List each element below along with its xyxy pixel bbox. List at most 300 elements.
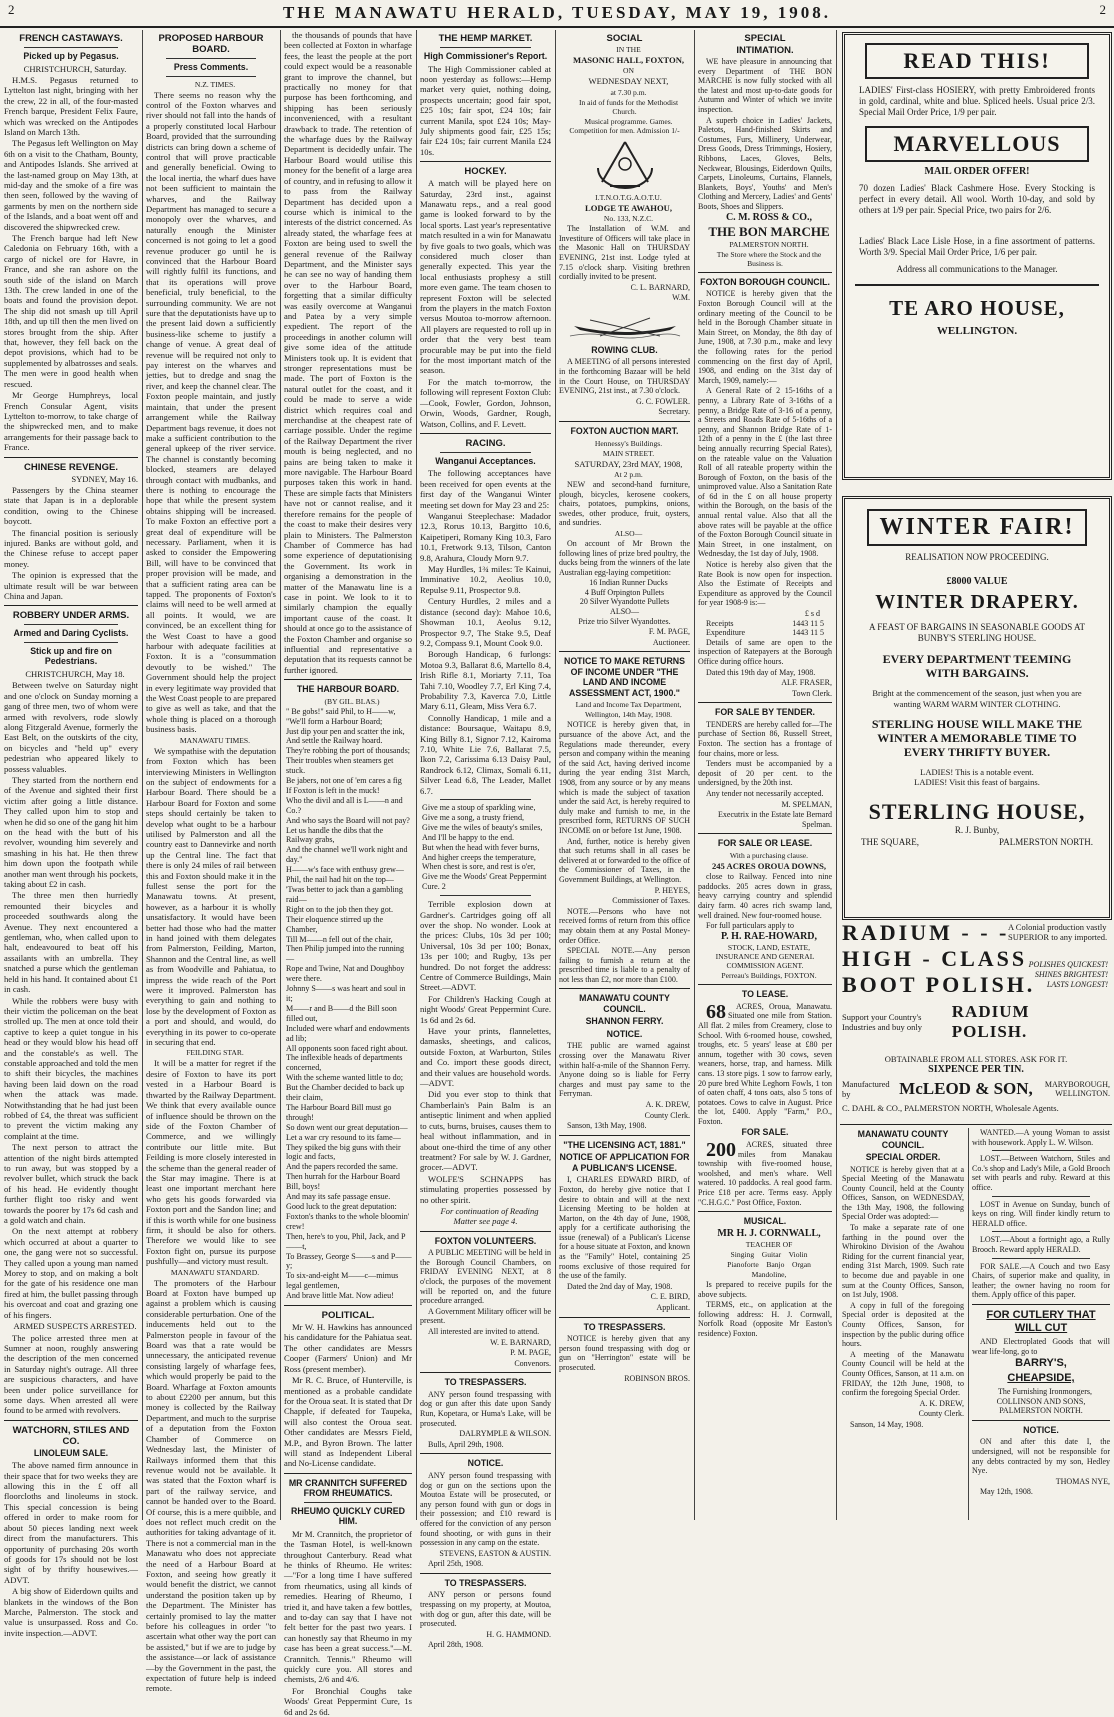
notice-paragraph: A MEETING of all persons interested in the forthcoming Bazaar will be held in the Court House, on THURSDAY EVENING, 21st inst., at 7.30 o'clock. (559, 357, 690, 396)
classifieds-column (972, 1128, 1110, 1520)
column-rule (836, 30, 837, 1520)
article-paragraph: Mr W. H. Hawkins has announced his candidature for the Pahiatua seat. The other candidates are Messrs Cooper (Farmers' Union) and Mr Ross (present member). (284, 1322, 412, 1374)
masthead (0, 0, 1114, 28)
notice-signature: C. L. BARNARD, (630, 282, 690, 292)
notice-paragraph: Tenders must be accompanied by a deposit of 20 per cent. to the undersigned, by the 20th inst. (698, 759, 832, 788)
source-label: N.Z. TIMES. (194, 79, 236, 89)
event-time: At 2 p.m. (614, 469, 643, 479)
event-time: at 7.30 p.m. (610, 87, 647, 97)
poem-line: And the papers recorded the same. (286, 1162, 398, 1172)
notice-date: Dated the 2nd day of May, 1908. (567, 1281, 673, 1291)
ross-name: C. M. ROSS & CO., (725, 211, 813, 223)
support-text: Support your Country's Industries and buy only (842, 1012, 923, 1032)
notice-paragraph: And, further, notice is hereby given that such returns shall in all cases be delivered at or forwarded to the office of the Commissioner of Taxes, in the Government Buildings, at Wellington. (559, 836, 690, 884)
radium-footer (842, 1054, 1110, 1113)
poem-line: Included were wharf and endowments ad lib; (286, 1023, 410, 1043)
page-number-right: 2 (1099, 2, 1106, 17)
poem-line: Their eloquence stirred up the Chamber, (286, 914, 384, 934)
notice-paragraph: SPECIAL NOTE.—Any person failing to furnish a return at the prescribed time is liable to a penalty of not less than £2, nor more than £100. (559, 946, 690, 984)
cutlery-headline: FOR CUTLERY THAT WILL CUT (986, 1308, 1096, 1334)
article-paragraph: A match will be played here on Saturday, 23rd inst., against Manawatu reps., and a real good game is looked forward to by the local sports. Last year's representative match resulted in a win for Manawatu by five goals to two goals, which was considered much closer than generally expected. This year the local enthusiasts prophesy a still more even game. The team chosen to represent Foxton will be selected from the players in the match Foxton versus Moutoa to-morrow afternoon. All players are requested to roll up in order that the very best team procurable may be put into the field for the most important match of the season. (420, 178, 551, 376)
notice-text: ON (623, 66, 634, 76)
poem-byline: (BY GIL. BLAS.) (324, 696, 380, 706)
article-paragraph: The financial position is seriously injured. Banks are without gold, and the Chinese refuse to accept paper money. (4, 527, 138, 569)
article-paragraph: The promoters of the Harbour Board at Foxton have bumped up against a problem which is causing considerable perturbation. One of the inducements held out to the Palmerston people in favour of the Board was that a rate would be unnecessary, the anticipated revenue consisting largely of wharfage fees, which would properly be paid to the Board. Wharfage at Foxton amounts to about £2200 per annum, but this money is collected by the Railway Department, and much to the surprise of a deputation from the Foxton Chamber of Commerce on Wednesday last, the Minister of Railways informed them that this revenue would not be available. It was stated that the Foxton wharf is part of the railway service, and cannot be handed over to the Board. Of course, this is a mere quibble, and does not reflect much credit on the authorities for taking advantage of it. There is not a commercial man in the Manawatu who does not appreciate the need of a Harbour Board at Foxton, and seeing how greatly it would benefit the district, we cannot understand the position taken up by the Department. The Minister has certainly promised to lay the matter before his colleagues in order "to ascertain what other way the port can be assisted," but if we are to judge by the assistance—or lack of assistance—by the Government in the past, the expectation of future help is indeed remote. (146, 1277, 276, 1694)
ladies-text: LADIES! This is a notable event. (920, 767, 1034, 777)
headline-for-sale: FOR SALE. (741, 1127, 789, 1138)
notice-signature: H. G. HAMMOND. (486, 1629, 551, 1639)
notice-paragraph: Is prepared to receive pupils for the above subjects. (698, 1280, 832, 1299)
headline-hemp-market: THE HEMP MARKET. (438, 33, 533, 44)
headline-special: SPECIAL (744, 33, 786, 44)
notice-paragraph: For full particulars apply to (706, 921, 794, 931)
receipts-row (698, 619, 832, 629)
lodge-name: LODGE TE AWAHOU, (585, 202, 672, 213)
poem-line: But the Chamber decided to back up their claim, (286, 1083, 405, 1103)
advert-paragraph: Terrible explosion down at Gardner's. Cartridges going off all over the shop. No wonder. Look at the prices: Clubs, 10s 3d per 100; Universal, 10s 3d per 100; Bonax, 13s per 100; and Rugby, 13s per hundred. Do not forget the address: Centre of Commerce Buildings, Main Street.—ADVT. (420, 899, 551, 993)
poem-line: The inflexible heads of departments concerned, (286, 1053, 403, 1073)
notice-paragraph: A copy in full of the foregoing Special order is deposited at the County Offices, Sanson, for inspection by the public during office hours. (842, 1300, 964, 1349)
subhead-pedestrians: Stick up and fire on Pedestrians. (30, 645, 112, 667)
notice-paragraph: All interested are invited to attend. (428, 1327, 540, 1336)
headline-county-council: MANAWATU COUNTY COUNCIL. (579, 993, 670, 1014)
poem-line: Then hurrah for the Harbour Board Bill, boys! (286, 1172, 400, 1192)
poem-line: Give me the wiles of beauty's smiles, (422, 822, 543, 832)
notice-paragraph: TENDERS are hereby called for—The purchase of Section 86, Russell Street, Foxton. The section has a frontage of four chains, more or less. (698, 719, 832, 758)
notice-signature: P. M. PAGE, (510, 1348, 551, 1358)
notice-text: In aid of funds for the Methodist Church. (578, 97, 679, 116)
article-paragraph: Wanganui Steeplechase: Madador 12.3, Rorus 10.13, Bargitto 10.6, Kaipetiperi, Romany King 10.3, Faro 10.1, Fretwork 9.13, Tilson, Canton 9.8, Arahura, Cloudy Morn 9.7. (420, 511, 551, 563)
article-paragraph: H.M.S. Pegasus returned to Lyttelton last night, bringing with her the crew, 22 in all, of the four-masted French barque, President Felix Faure, which was wrecked on the Antipodes Island on March 13th. (4, 74, 138, 137)
notice-role: Commissioner of Taxes. (612, 896, 690, 906)
square-text: THE SQUARE, (861, 837, 919, 847)
subhead-commissioner: High Commissioner's Report. (423, 51, 548, 61)
notice-paragraph: A meeting of the Manawatu County Council will be held at the County Offices, Sanson, at 11 a.m. on FRIDAY, the 12th June, 1908, to confirm the foregoing Special Order. (842, 1349, 964, 1398)
poem-line: M——r and B——d the Bill soon filled out, (286, 1003, 397, 1023)
poem-line: Give me a song, a trusty friend, (422, 812, 525, 822)
headline-trespassers-2: TO TRESPASSERS. (444, 1577, 527, 1588)
notice-paragraph: On account of Mr Brown the following lines of prize bred poultry, the ducks being from the winners of the late Australian egg-laying competition: (559, 538, 690, 577)
headline-notice: NOTICE. (467, 1458, 504, 1469)
headline-robbery: ROBBERY UNDER ARMS. (12, 610, 130, 622)
article-paragraph: the thousands of pounds that have been collected at Foxton in wharfage fees, the least the people at the port could expect would be a reasonable grant to improve the channel, but practically no money for that purpose has been forthcoming, and shipping has been seriously inconvenienced, with a resultant drawback to trade. The retention of the wharfage dues by the Railway Department is decidedly unfair. The Harbour Board would utilise this money for the benefit of a large area of country, and in refusing to allow it to pass from the Railway Department has decided upon a course which is inimical to the interests of the district concerned. As already stated, the wharfage fees at Foxton are being used to swell the general revenue of the Railway Department, and the Minister says he can see no way of handing them over to the Harbour Board, forgetting that a similar difficulty was easily overcome at Wanganui and Patea by a very simple expedient. The report of the proceedings in another column will give some idea of the attitude Ministers took up. It is evident that stronger representations must be made. The port of Foxton is the natural outlet for the coast, and it could be made to serve a wide district which requires coal and merchandise at the cheapest rate of carriage possible. Under the regime of the Railway Department the river mouth is being neglected, and no pains are being taken to make it more navigable. The Harbour Board purposes taken this work in hand. These are simple facts that Ministers have not or cannot realise, and it therefore remains for the people of the coast to make their desires very plain to Ministers. The Palmerston Chamber of Commerce has had some experience of deputationising the Government. Its work in organising a demonstration in the matter of the Manawatu line is a case in point. We look to it to similarly champion the equally important cause of the coast. It should at once go to the assistance of the Foxton Chamber and organise so influential and representative a deputation that its requests cannot be further ignored. (284, 30, 412, 675)
source-label: FEILDING STAR. (186, 1048, 244, 1058)
article-paragraph: Connolly Handicap, 1 mile and a distance: Boursaque, Waitapu 8.9, King Billy 8.1, Signor 7.12, Kairoma 7.10, White Lie 7.6, Ballarat 7.5, Ikon 7.2, Carissima 6.13 Daisy Paul, Randrock 6.12, Climax, Somali 6.11, Silver Lead 6.8, The Leader, Mallet 6.7. (420, 712, 551, 796)
cheapside-name: CHEAPSIDE, (1007, 1372, 1075, 1385)
sale-acres-figure: 200 (706, 1138, 736, 1161)
article-paragraph: There seems no reason why the control of the Foxton wharves and river should not fall into the hands of a properly constituted local Harbour Board, provided that the surrounding districts can bring down a scheme of control that will prove practicable and generally beneficial. Owing to the local inertia, the wharf dues have not been sufficient to maintain the wharves, and the Railway Department has managed to secure a monopoly over the wharves, and naturally enough the Minister concerned is not going to let a good revenue producer go until he is convinced that the Harbour Board will rightly fulfil its functions, and that its operations will prove beneficial, truly beneficial, to the surrounding community. We are not sure that the deputationists have up to the present laid down a sufficiently business-like scheme to justify a change of venue. A great deal of revenue will be required not only to pay interest on the wharves and jetties, but to dredge and snag the river, and keep the channel clear. The Foxton people maintain, and justly maintain, that under the present arrangement while the Railway Department bags revenue, it does not make a sufficient contribution to the general upkeep of the river service. The channel is constantly becoming blocked, steamers are delayed through contact with mudbanks, and there is nothing to encourage the hope that while the present system obtains shipping will be increased. To make Foxton an effective port a great deal of expenditure will be necessary. Parliament, when it is asked to consider the Empowering Bill, will have to be convinced that proper provision will be made, and that a sufficient rating area can be tapped. The proponents of Foxton's claims will need to be well armed at all points. It would, we are convinced, be an excellent thing for the West Coast to have a good harbour with adequate facilities at Foxton. It is a "consummation devoutly to be wished." The Government should help the project in every legitimate way provided that the West Coast people to are prepared to give as well as take, and that the whole thing is placed on a thorough business basis. (146, 89, 276, 735)
notice-role: County Clerk. (918, 1409, 964, 1419)
classified-lost-3: LOST.—About a fortnight ago, a Rully Brooch. Reward apply HERALD. (972, 1235, 1110, 1254)
column-rule (694, 30, 695, 1520)
poem-line: " Be gobs!" said Phil, to H——w, (286, 706, 396, 716)
article-paragraph: The police arrested three men at Sumner at noon, roughly answering the description of the men concerned in Saturday night's outrage. All three are suspicious characters, and have been under police surveillance for some days. When arrested all were found to be armed with revolvers. (4, 1332, 138, 1416)
ladies-text-2: LADIES! Visit this feast of bargains. (914, 777, 1040, 787)
notice-text: With a purchasing clause. (729, 850, 809, 860)
subhead-shannon-ferry: SHANNON FERRY. (585, 1016, 664, 1027)
obtainable-text: OBTAINABLE FROM ALL STORES. ASK FOR IT. (884, 1054, 1068, 1064)
bon-marche-name: THE BON MARCHE (708, 223, 830, 239)
column-rule (416, 30, 417, 1520)
notice-text: ALSO— (614, 528, 643, 538)
source-label: MANAWATU TIMES. (179, 735, 251, 745)
notice-role: Convenors. (514, 1358, 551, 1368)
notice-text: Hennessy's Buildings. (594, 438, 663, 448)
rowing-boat-icon (570, 306, 680, 342)
article-paragraph: The three men then hurriedly remounted their bicycles and proceeded southwards along the Avenue. They next encountered a gentleman, who, when called upon to halt, endeavoured to beat off his assailants with an umbrella. They snatched a purse which the gentleman held in his hand. It contained about £1 in cash. (4, 890, 138, 995)
colonial-text: A Colonial production vastly SUPERIOR to any imported. (1008, 922, 1108, 942)
poem-line: With the scheme wanted little to do; (286, 1073, 404, 1083)
notice-paragraph: NOTICE is hereby given that, in pursuance of the above Act, and the Regulations made thereunder, every person and company within the meaning of the said Act, having derived income during the year ending 31st March, 1908, from any source or by any means which is made the subject of taxation under the said Act, is hereby required to duly make and furnish to me, in the prescribed form, RETURNS OF SUCH INCOME on or before 1st June, 1908. (559, 720, 690, 835)
notice-paragraph: NOTE.—Persons who have not received forms of return from this office may obtain them at any Postal Money-order Office. (559, 906, 690, 945)
poem-line: And who says the Board will not pay? (286, 815, 410, 825)
poem-line: All opponents soon faced right about. (286, 1043, 408, 1053)
headline-social: SOCIAL (606, 33, 643, 44)
advert-paragraph: The above named firm announce in their space that for two weeks they are allowing this in the £ off all floorcloths and linoleums in stock. This special concession is being offered in order to make room for about 50 pieces landing next week direct from the manufacturers. This opportunity of purchasing 20s worth of goods for 17s should not be lost sight of by thrifty housewives.—ADVT. (4, 1460, 138, 1585)
poem-line: When chest is sore, and rest is o'er, (422, 862, 536, 872)
column-rule (968, 1128, 969, 1520)
notice-signature: C. E. BIRD, (650, 1292, 690, 1302)
subhead-press-comments: Press Comments. (173, 62, 249, 72)
notice-signature: F. M. PAGE, (648, 627, 690, 637)
subhead-pegasus: Picked up by Pegasus. (23, 51, 119, 61)
newspaper-title: THE MANAWATU HERALD, TUESDAY, MAY 19, 1908. (282, 3, 832, 22)
poem-peppermint (420, 803, 551, 892)
dahl-text: C. DAHL & CO., PALMERSTON NORTH, Wholesale Agents. (842, 1103, 1059, 1113)
classified-lost-2: LOST in Avenue on Sunday, bunch of keys on ring. Will finder kindly return to HERALD office. (972, 1199, 1110, 1228)
poem-line: The Harbour Board Bill must go through! (286, 1102, 392, 1122)
expenditure-value: 1443 11 5 (792, 628, 824, 638)
notice-text: IN THE (616, 45, 641, 54)
advert-paragraph: WE have pleasure in announcing that every Department of THE BON MARCHE is now fully stocked with all the latest and most up-to-date goods for Autumn and Winter of which we invite inspection. (698, 57, 832, 114)
poem-line: Give me a stoup of sparkling wine, (422, 803, 536, 812)
bunby-name: R. J. Bunby, (954, 825, 1000, 835)
high-class-title: HIGH - CLASS (842, 946, 1028, 971)
te-aro-house: TE ARO HOUSE, (889, 296, 1065, 320)
article-paragraph: While the robbers were busy with their victim the policeman on the beat strolled up. The men at once told their captive to keep a quiet tongue in his head or they would blow his head off and the constable's as well. The constable approached and told the men to shift their bicycles, the machines having been laid down on the road when the attack was made. Notwithstanding that he had just been robbed of £4, the threat was sufficient to prevent the victim making any complaint at the time. (4, 995, 138, 1141)
dateline: CHRISTCHURCH, Saturday. (23, 63, 127, 74)
classified-wanted: WANTED.—A young Woman to assist with housework. Apply L. W. Wilson. (972, 1128, 1110, 1147)
poem-line: So down went our great deputation— (286, 1122, 408, 1132)
notice-signature: M. SPELMAN, (781, 799, 832, 809)
sixpence-text: SIXPENCE PER TIN. (928, 1064, 1024, 1075)
section-label: ARMED SUSPECTS ARRESTED. (13, 1321, 137, 1332)
lsd-header: £ s d (804, 609, 820, 618)
subhead-rheumo: RHEUMO QUICKLY CURED HIM. (291, 1505, 405, 1527)
address-manager: Address all communications to the Manager. (896, 264, 1058, 274)
notice-role: Executrix in the Estate late Bernard Spelman. (718, 810, 832, 829)
advert-paragraph: Did you ever stop to think that Chamberlain's Pain Balm is an antiseptic liniment and when applied to cuts, burns, bruises, causes them to heal without inflammation, and in about one-third the time of any other treatment? For sale by W. J. Gardner, grocer.—ADVT. (420, 1089, 551, 1173)
notice-paragraph: TERMS, etc., on application at the following address: H. J. Cornwall, Norfolk Road (opposite Mr Easton's residence) Foxton. (698, 1300, 832, 1338)
headline-chinese-revenge: CHINESE REVENGE. (24, 461, 118, 473)
advert-paragraph: WOLFE'S SCHNAPPS has stimulating properties possessed by no other spirit. (420, 1173, 551, 1205)
expenditure-label: Expenditure (706, 628, 746, 638)
radium-polish-name: RADIUM POLISH. (951, 1002, 1030, 1041)
poem-line: And higher creeps the temperature, (422, 852, 536, 862)
bright-text: Bright at the commencement of the season, just when you are wanting WARM WARM WINTER CLOTHING. (872, 688, 1082, 709)
article-paragraph: The French barque had left New Caledonia on February 16th, with a cargo of nickel ore for Havre, in France, and she ran ashore on the south side of the island on March 13th. The crew landed in one of the boats and found the provision depot. The ship did not smash up till April 18th, and up till then the men lived on stores brought from the ship. After that, however, they fell back on the depot provisions, which had to be supplemented by albatrosses and seals. The men were in good health when rescued. (4, 233, 138, 389)
lodge-abbreviation: I.T.N.O.T.G.A.O.T.U. (595, 192, 662, 202)
headline-hockey: HOCKEY. (464, 166, 507, 178)
advert-paragraph: Have your prints, flannelettes, damasks, sheetings, and calicos, outside Foxton, at Warburton, Stiles and Co. import these goods direct, and their values are household words.—ADVT. (420, 1026, 551, 1089)
agent-role: STOCK, LAND, ESTATE, INSURANCE AND GENERAL COMMISSION AGENT. (715, 943, 815, 971)
headline-harbour-board: PROPOSED HARBOUR BOARD. (158, 33, 264, 55)
article-paragraph: The opinion is expressed that the ultimate result will be war between China and Japan. (4, 570, 138, 601)
column-6 (698, 30, 832, 1520)
source-label: MANAWATU STANDARD. (170, 1267, 260, 1277)
teacher-name: MR H. J. CORNWALL, (717, 1227, 821, 1239)
notice-paragraph: NEW and second-hand furniture, plough, bicycles, kerosene cookers, chairs, potatoes, pumpkins, onions, swedes, other produce, fruit, oysters, and sundries. (559, 479, 690, 528)
winter-fair-banner: WINTER FAIR! (867, 509, 1087, 546)
poem-line: And settle the Railway hoard. (286, 736, 383, 746)
county-special-order (842, 1128, 964, 1520)
poem-line: And brave little Mat. Now adieu! (286, 1291, 394, 1301)
poem-line: Right on to the job then they got. (286, 904, 394, 914)
feast-text: A FEAST OF BARGAINS IN SEASONABLE GOODS AT BUNBY'S STERLING HOUSE. (868, 622, 1086, 643)
headline-tender: FOR SALE BY TENDER. (714, 707, 816, 718)
notice-list: 16 Indian Runner Ducks 4 Buff Orpington Pullets 20 Silver Wyandotte Pullets ALSO— Prize trio Silver Wyandottes. (578, 578, 671, 626)
notice-signature: ALF. FRASER, (781, 678, 832, 688)
article-paragraph: Borough Handicap, 6 furlongs: Motoa 9.3, Ballarat 8.6, Martello 8.4, Irish Rifle 8.1, Moriarty 7.11, Toa Tahi 7.10, Woodley 7.7, Erl King 7.4, Probability 7.3, Kaverca 7.0, Little Mary 6.11, Gleam, Miss Vera 6.7. (420, 649, 551, 712)
continuation-note: For continuation of Reading Matter see page 4. (440, 1205, 539, 1227)
article-paragraph: The Pegasus left Wellington on May 6th on a visit to the Chatham, Bounty, and Antipodes Islands. She arrived at the last-named group on May 13th, at mid-day and the smoke of a fire was then seen, followed by the waving of garments by men on the northern side of the Islands, and a boat went off and discovered the shipwrecked crew. (4, 138, 138, 232)
headline-rowing-club: ROWING CLUB. (591, 344, 658, 355)
classified-for-sale: FOR SALE.—A Couch and two Easy Chairs, of superior make and quality, in leather; the owner having no room for them. Apply office of this paper. (972, 1261, 1110, 1300)
sterling-house-name: STERLING HOUSE, (868, 799, 1086, 824)
notice-role: Auctioneer. (652, 637, 690, 647)
poem-line: Who the divil and all is L——n and Co.? (286, 795, 403, 815)
headline-auction-mart: FOXTON AUCTION MART. (570, 426, 679, 437)
notice-role: Town Clerk. (792, 688, 832, 698)
notice-signature: W. E. BARNARD, (490, 1337, 551, 1347)
notice-signature: STEVENS, EASTON & AUSTIN. (439, 1548, 551, 1558)
notice-text: Wellington, 14th May, 1908. (584, 710, 673, 720)
poem-line: Good luck to the great deputation: (286, 1202, 397, 1211)
headline-french-castaways: FRENCH CASTAWAYS. (19, 33, 123, 44)
notice-signature: A. K. DREW, (919, 1398, 964, 1408)
instrument-list: Pianoforte Banjo Organ (727, 1260, 811, 1270)
notice-signature: THOMAS NYE, (1055, 1476, 1110, 1486)
subhead-cyclists: Armed and Daring Cyclists. (13, 628, 129, 639)
notice-date: Dated this 19th day of May, 1908. (706, 667, 816, 677)
poem-line: To Brassey, George S——s and P——y; (286, 1251, 412, 1271)
manufactured-text: Manufactured by (842, 1079, 890, 1099)
article-paragraph: Passengers by the China steamer state that Japan is in a deplorable condition, owing to the Chinese boycott. (4, 484, 138, 527)
headline-foxton-borough: FOXTON BOROUGH COUNCIL. (700, 276, 830, 287)
te-aro-advert (842, 32, 1112, 480)
notice-paragraph: ANY person found trespassing with dog or gun after this date upon Sandy Run, Kopetara, or Huma's Lake, will be prosecuted. (420, 1389, 551, 1428)
article-paragraph: Century Hurdles, 2 miles and a distance (second day): Mahoe 10.6, Showman 10.1, Aeolus 9.12, Prospector 9.7, The Stake 9.5, Deaf 9.2, Compass 9.1, Mount Cook 9.0. (420, 596, 551, 648)
notice-paragraph: Notice is hereby also given that the Rate Book is now open for inspection. Also the Estimate of Receipts and Expenditure as approved by the Council for year 1908-9 is:— (698, 560, 832, 608)
headline-trespassers-3: TO TRESPASSERS. (583, 1321, 666, 1332)
poem-line: Phil, the nail had hit on the top— (286, 875, 394, 885)
column-3 (284, 30, 412, 1717)
poem-line: They spiked the big guns with their logic and facts, (286, 1142, 401, 1162)
notice-paragraph: NOTICE is hereby given that the Foxton Borough Council will at the ordinary meeting of the Council to be held in the Borough Chamber situate in Main Street, on Monday, the 8th day of June, 1908, at 7.30 p.m., make and levy the following rates for the period commencing on the first day of April, 1908, and ending on the 31st day of March, 1909, namely:— (698, 289, 832, 385)
polishes-text: POLISHES QUICKEST! SHINES BRIGHTEST! LASTS LONGEST! (1028, 960, 1108, 989)
subhead-notice: NOTICE. (606, 1028, 643, 1039)
cutlery-text: AND Electroplated Goods that will wear life-long, go to (972, 1336, 1110, 1356)
article-paragraph: The next person to attract the attention of the night birds attempted to run away, but was stopped by a revolver bullet, which struck the back of his head. He evidently thought further flight too risky and went towards the poorer by 17s 6d cash and a gold watch and chain. (4, 1142, 138, 1226)
radium-advert (842, 920, 1110, 1050)
notice-signature: DALRYMPLE & WILSON. (459, 1429, 551, 1439)
poem-line: They're robbing the port of thousands; (286, 746, 410, 756)
headline-racing: RACING. (465, 437, 506, 449)
headline-licensing: "THE LICENSING ACT, 1881." (563, 1139, 686, 1150)
notice-role: County Clerk. (644, 1110, 690, 1120)
column-rule (280, 30, 281, 1520)
article-paragraph: May Hurdles, 1¾ miles: Te Kainui, Imminative 10.2, Aeolius 10.0, Repulse 9.11, Prospector 9.8. (420, 564, 551, 595)
radium-title: RADIUM - - - (842, 920, 1010, 945)
notice-role: Secretary. (658, 407, 690, 417)
notice-paragraph: ON and after this date I, the undersigned, will not be responsible for any debts contracted by my son, Hedley Nye. (972, 1437, 1110, 1476)
notice-paragraph: I, CHARLES EDWARD BIRD, of Foxton, do hereby give notice that I desire to obtain and will at the next Licensing Meeting to be holden at Marton, on the 4th day of June, 1908, apply for a certificate authorising the issue (renewal) of a Publican's License for a house situate at Foxton, and known as the "Family" Hotel, containing 25 rooms exclusive of those required for the use of the family. (559, 1175, 690, 1281)
notice-text: Land and Income Tax Department, (575, 700, 682, 710)
lisle-offer: Ladies' Black Lace Lisle Hose, in a fine assortment of patterns. Worth 3/9. Special Mail Order Price, 1/6 per pair. (859, 236, 1095, 257)
notice-date: Sanson, 14 May, 1908. (850, 1419, 924, 1429)
te-aro-place: WELLINGTON. (936, 325, 1018, 337)
poem-line: Johnny S——s was heart and soul in it; (286, 984, 406, 1003)
headline-income-tax: NOTICE TO MAKE RETURNS OF INCOME UNDER "THE LAND AND INCOME ASSESSMENT ACT, 1900." (563, 656, 686, 698)
notice-date: April 25th, 1908. (428, 1559, 484, 1569)
headline-to-lease: TO LEASE. (741, 989, 789, 1000)
poem-line: And may its safe passage ensue. (286, 1192, 391, 1202)
sterling-address (861, 837, 1093, 847)
headline-nye-notice: NOTICE. (1023, 1424, 1059, 1435)
ironmongers-text: The Furnishing Ironmongers, COLLINSON AND SONS, PALMERSTON NORTH. (996, 1387, 1092, 1416)
notice-paragraph: A General Rate of 2 15-16ths of a penny, a Library Rate of 3-16ths of a penny, a Bridge Rate of 3-16 of a penny, a Streets and Roads Rate of 5-16ths of a penny, and Shannon Bridge Rate of 1-12th of a penny in the £ (the last three being annually recurring Special Rates), on the rateable value on the Valuation Roll of all rateable property within the Borough of Foxton, on the basis of the unimproved value. Also a Sanitation Rate of 6d in the £ on all house property within the Borough, on the basis of the annual rental value. Also that all the above rates will be payable at the office of the Foxton Borough Council situate in Main Street, in one instalment, on Wednesday, the 1st day of July, 1908. (698, 386, 832, 559)
read-this-banner: READ THIS! (865, 43, 1089, 79)
subhead-linoleum: LINOLEUM SALE. (33, 1447, 109, 1458)
notice-paragraph: ACRES, situated three miles from Manakau township with five-roomed house, woolshed, and men's whare. Well watered. 10 paddocks. A real good farm. Price £18 per acre. Terms easy. Apply "C.H.G.C." Post Office, Foxton. (698, 1139, 832, 1207)
notice-paragraph: Any tender not necessarily accepted. (706, 789, 824, 798)
notice-date: May 12th, 1908. (980, 1487, 1033, 1497)
mail-order-offer: MAIL ORDER OFFER! (924, 166, 1030, 177)
venue: MASONIC HALL, FOXTON, (572, 55, 685, 65)
notice-text: Musical programme. Games. Competition for men. Admission 1/- (569, 116, 680, 135)
classified-lost-1: LOST.—Between Watchorn, Stiles and Co.'s shop and Lady's Mile, a Gold Brooch set with pearls and ruby. Reward at this office. (972, 1154, 1110, 1192)
headline-watchorn: WATCHORN, STILES AND CO. (12, 1424, 130, 1447)
notice-paragraph: THE public are warned against crossing over the Manawatu River within half-a-mile of the Shannon Ferry. Anyone doing so is liable for Ferry charges and must pay same to the Ferryman. (559, 1041, 690, 1099)
article-paragraph: The following acceptances have been received for open events at the first day of the Wanganui Winter meeting set down for May 23 and 25: (420, 468, 551, 510)
poem-line: Let a war cry resound to its fame— (286, 1132, 401, 1142)
poem-line: If Foxton is left in the muck! (286, 785, 380, 795)
sterling-will-text: STERLING HOUSE WILL MAKE THE WINTER A MEMORABLE TIME TO EVERY THRIFTY BUYER. (871, 717, 1083, 759)
palmerston-text: PALMERSTON NORTH. (999, 837, 1093, 847)
article-paragraph: They started from the northern end of the Avenue and sighted their first victim after going a little distance. They called upon him to stop and when he did so one of the gang hit him on the head with the butt of his revolver, wounding him severely and smashing in his hat. He then threw him down upon the footpath while another man went through his pockets, taking about £2 in cash. (4, 774, 138, 890)
notice-paragraph: A Government Military officer will be present. (420, 1306, 551, 1326)
notice-paragraph: ACRES, Oroua, Manawatu. Situated one mile from Station. All flat. 2 miles from Creamery, close to School. With 6-roomed house, cowshed, troughs, etc. 5 years' lease at £80 per annum, together with 30 cows, seven weaners, horse, trap, and harness. Milk cans. 13 store pigs. 1 sow to farrow early, 20 pure bred White Leghorn Fowls, 1 ton of oaten chaff, 4 tons oats, also 5 tons of potatoes. Cows to calve in August. Price the lot, £400. Apply "Farm," P.O., Foxton. (698, 1001, 832, 1126)
winter-drapery: WINTER DRAPERY. (875, 591, 1079, 613)
mcleod-name: McLEOD & SON, (899, 1079, 1033, 1098)
dateline: SYDNEY, May 16. (71, 473, 138, 484)
dateline: CHRISTCHURCH, May 18. (25, 668, 125, 679)
poem-line: Then Philip jumped into the running— (286, 944, 405, 964)
column-rule (555, 30, 556, 1520)
every-dept-text: EVERY DEPARTMENT TEEMING WITH BARGAINS. (882, 652, 1072, 680)
headline-manawatu-council: MANAWATU COUNTY COUNCIL. (857, 1129, 949, 1150)
bon-marche-tagline: The Store where the Stock and the Business is. (716, 249, 822, 268)
notice-signature: ROBINSON BROS. (624, 1373, 690, 1383)
notice-paragraph: To make a separate rate of one farthing in the pound over the Whirokino Division of the Awahou Riding for the current financial year, ending 31st March, 1909. Such rate to become due and payable in one sum at the County Offices, Sanson, on 1st July, 1908. (842, 1223, 964, 1300)
notice-date: April 28th, 1908. (428, 1640, 484, 1650)
poem-title: THE HARBOUR BOARD. (296, 684, 400, 695)
poem-line: And I'll be happy to the end. (422, 832, 515, 842)
subhead-licensing: NOTICE OF APPLICATION FOR A PUBLICAN'S LICENSE. (559, 1152, 690, 1173)
headline-musical: MUSICAL. (743, 1216, 787, 1227)
advert-paragraph: Mr M. Crannitch, the proprietor of the Tasman Hotel, is well-known throughout Canterbury. Read what he thinks of Rheumo. He writes:—"For a long time I have suffered from rheumatics, using all kinds of remedies. Hearing of Rheumo, I tried it, and have taken a few bottles, and to-day can say that I have not felt better for the past two years. I can honestly say that Rheumo in my case has been a great success."—M. Crannitch. Tennis." Rheumo will quickly cure you. All stores and chemists, 2/6 and 4/6. (284, 1528, 412, 1685)
headline-intimation: INTIMATION. (736, 45, 794, 56)
poem-line: Till M——n fell out of the chair, (286, 934, 393, 944)
article-paragraph: Mr R. C. Bruce, of Hunterville, is mentioned as a probable candidate for the Oroua seat. It is stated that Dr Chapple, if defeated for Taupeka, will also contest the Oroua seat. Other candidates are Messrs Field, M.P., and Byron Brown. The latter will stand as Independent Liberal and No-License candidate. (284, 1375, 412, 1469)
article-paragraph: Between twelve on Saturday night and one o'clock on Sunday morning a gang of three men, two of whom were armed with revolvers, rode slowly along Fitzgerald Avenue, formerly the East Belt, on the outskirts of the city, on bicycles and "held up" every pedestrian who appeared likely to possess valuables. (4, 680, 138, 774)
poem-line: Rope and Twine, Nat and Doughboy were there. (286, 964, 405, 984)
cashmere-offer: 70 dozen Ladies' Black Cashmere Hose. Every Stocking is perfect in every detail. All wool. Worth 10-day, and sold by others at 1/9 per pair. Special Price, two pairs for 2/6. (859, 183, 1095, 215)
notice-signature: P. HEYES, (654, 885, 690, 895)
poem-line: To six-and-eight M——c—mimus legal gentlemen, (286, 1271, 399, 1291)
teacher-role: TEACHER OF (745, 1240, 793, 1250)
boot-polish-title: BOOT POLISH. (842, 972, 1036, 997)
column-5 (559, 30, 690, 1520)
marvellous-banner: MARVELLOUS (865, 126, 1089, 162)
lodge-number: No. 133, N.Z.C. (603, 214, 654, 224)
bon-marche-place: PALMERSTON NORTH. (729, 239, 809, 249)
advert-paragraph: A big show of Eiderdown quilts and blankets in the windows of the Bon Marche, Palmerston. The stock and value is unsurpassed. Ross and Co. invite inspection.—ADVT. (4, 1586, 138, 1638)
masonic-emblem-icon (590, 138, 660, 190)
article-paragraph: It will be a matter for regret if the desire of Foxton to have its port vested in a Harbour Board is thwarted by the Railway Department. We think that every available ounce of influence should be thrown on the side of the Foxton Chamber of Commerce, and we willingly contribute our little mite. But Feilding is more closely interested in the scheme than the general reader of the Star may imagine. There is at least one important merchant here who gets his goods forwarded via Foxton port and the Sandon line; and if this is worth while for one business firm, it should be also for others. Therefore we would like to see Foxton fight on, pursue its purpose pushfully—and victory must result. (146, 1058, 276, 1267)
article-paragraph: Mr George Humphreys, local French Consular Agent, visits Lyttelton to-morrow, to take charge of the shipwrecked men, and to make arrangements for their passage back to France. (4, 390, 138, 453)
notice-date: Bulls, April 29th, 1908. (428, 1439, 504, 1449)
instrument-list: Mandoline, (751, 1270, 787, 1280)
headline-trespassers-1: TO TRESPASSERS. (444, 1377, 527, 1388)
column-rule (142, 30, 143, 1520)
hosiery-offer: LADIES' First-class HOSIERY, with pretty Embroidered fronts in gold, cardinal, white and blue. Spliced heels. Usual price 2/3. Special Mail Order Price, 1/9 per pair. (859, 85, 1095, 117)
poem-line: H——w's face with enthusy grew— (286, 865, 404, 875)
headline-volunteers: FOXTON VOLUNTEERS. (434, 1235, 537, 1246)
poem-line: Just dip your pen and scatter the ink, (286, 726, 405, 736)
notice-paragraph: close to Railway. Fenced into nine paddocks. 205 acres down in grass, heavy carrying country and splendid dairy farm. 40 acres rich swamp land, well drained. New four-roomed house. (698, 872, 832, 920)
article-paragraph: We sympathise with the deputation from Foxton which has been interviewing Ministers in Wellington on the subject of endowments for a Harbour Board. There should be a Harbour Board for Foxton and some steps should certainly be taken to develop what ought to be a harbour utilised by Palmerston and all the country east to Dannevirke and north up the Central line. The fact that there is only 24 miles of rail between this and Foxton should make it in the fullest sense the port for the Manawatu towns. At present, however, as a harbour it is wholly unsatisfactory. It would have been better had those who had the matter in hand joined with them delegates from Palmerston, Feilding, Marton, Shannon and the Central line, as well as from Woodville and Pahiatua, to impress the wide reach of the Port were it improved. Palmerston has everything to gain and nothing to lose by the development of Foxton as a port and should, and would, do everything in its power to co-operate in securing that end. (146, 745, 276, 1048)
poem-line: Let us handle the dibs that the Railway grabs, (286, 825, 384, 845)
lease-acres-figure: 68 (706, 1000, 726, 1023)
poem-line: Then, here's to you, Phil, Jack, and P——t, (286, 1231, 406, 1251)
article-paragraph: The High Commissioner cabled at noon yesterday as follows:—Hemp market very quiet, nothing doing, prospects uncertain; good fair spot, £25 10s; fair spot, £24 10s; fair current Manila, spot £24 10s; May-July shipments good fair, £25 15s; fair £24 10s; fair current Manila £24 10s. (420, 63, 551, 157)
poem-line: Foxton's thanks to the whole bloomin' crew! (286, 1211, 410, 1231)
headline-crannitch: MR CRANNITCH SUFFERED FROM RHEUMATICS. (288, 1477, 408, 1499)
agent-name: P. H. RAE-HOWARD, (720, 930, 818, 942)
notice-paragraph: The Installation of W.M. and Investiture of Officers will take place in the Masonic Hall on THURSDAY EVENING, 21st inst. Lodge tyled at 7.15 o'clock sharp. Visiting brethren cordially invited to be present. (559, 224, 690, 282)
poem-line: Be jabers, not one of 'em cares a fig (286, 776, 402, 786)
subhead-acceptances: Wanganui Acceptances. (435, 455, 536, 466)
poem-line: Their troubles when steamers get stuck. (286, 756, 394, 776)
column-4 (420, 30, 551, 1650)
notice-role: Applicant. (656, 1303, 690, 1313)
article-paragraph: For the match to-morrow, the following will represent Foxton Club:—Cook, Fowler, Gordon, Johnson, Orwin, Woods, Gardner, Rough, Watson, Collins, and F. Levett. (420, 376, 551, 429)
notice-paragraph: Details of same are open to the inspection of Ratepayers at the Borough Office during office hours. (698, 637, 832, 666)
notice-date: Sanson, 13th May, 1908. (567, 1121, 647, 1131)
event-date: SATURDAY, 23rd MAY, 1908, (574, 458, 683, 469)
subhead-special-order: SPECIAL ORDER. (865, 1152, 941, 1162)
instrument-list: Singing Guitar Violin (730, 1250, 808, 1260)
notice-paragraph: ANY person or persons found trespassing on my property, at Moutoa, with dog or gun, after this date, will be prosecuted. (420, 1590, 551, 1629)
realisation-text: REALISATION NOW PROCEEDING. (905, 552, 1049, 562)
advert-paragraph: For Bronchial Coughs take Woods' Great Peppermint Cure, 1s 6d and 2s 6d. (284, 1685, 412, 1717)
article-paragraph: On the next attempt at robbery which occurred at about a quarter to one, the gang were not so successful. They called upon a young man named Morey to stop, and on making a bolt for the gate of his residence one man fired at him, the bullet passing through his overcoat and coat and grazing one of his fingers. (4, 1226, 138, 1320)
expenditure-row (698, 628, 832, 638)
column-2 (146, 30, 276, 1694)
column-1 (4, 30, 138, 1638)
notice-paragraph: NOTICE is hereby given that at a Special Meeting of the Manawatu County Council, held at the County Offices, Sanson, on WEDNESDAY, the 13th May, 1908, the following Special Order was adopted:— (842, 1164, 964, 1222)
